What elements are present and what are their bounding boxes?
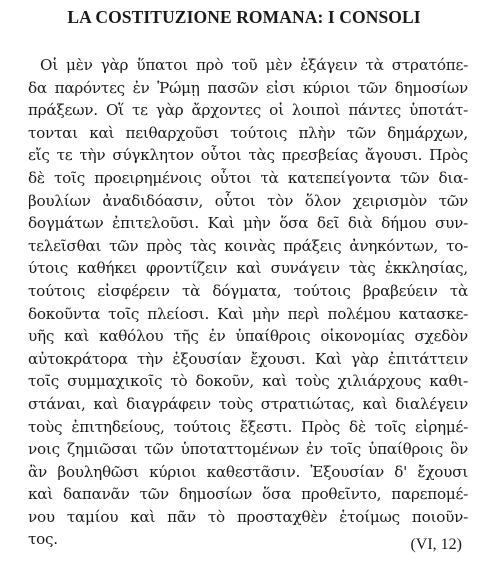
text-line: τοῖς συμμαχικοῖς τὸ δοκοῦν, καὶ τοὺς χιλιάρχους καθι- — [28, 372, 468, 391]
text-line: τος. — [28, 530, 58, 549]
citation-reference: (VI, 12) — [410, 536, 462, 553]
text-line: αὐτοκράτορα τὴν ἐξουσίαν ἔχουσι. Καὶ γὰρ ἐπιτάττειν — [28, 349, 468, 368]
text-line: τούτοις εἰσφέρειν τὰ δόγματα, τούτοις βραβεύειν τὰ — [28, 281, 468, 300]
text-line: δα παρόντες ἐν Ῥώμῃ πασῶν εἰσι κύριοι τῶν δημοσίων — [28, 78, 468, 97]
text-line: τονται καὶ πειθαρχοῦσι τούτοις πλὴν τῶν δημάρχων, — [28, 123, 468, 142]
text-line: πράξεων. Οἵ τε γὰρ ἄρχοντες οἱ λοιποὶ πάντες ὑποτάτ- — [28, 101, 468, 120]
text-line: νοις ζημιῶσαι τῶν ὑποταττομένων ἐν τοῖς ὑπαίθροις ὃν — [28, 440, 468, 459]
text-line: καὶ δαπανᾶν τῶν δημοσίων ὅσα προθεῖντο, παρεπομέ- — [28, 485, 468, 504]
text-line: στάναι, καὶ διαγράφειν τοὺς στρατιώτας, καὶ διαλέγειν — [28, 394, 468, 413]
text-line: δὲ τοῖς προειρημένοις οὗτοι τὰ κατεπείγοντα τῶν δια- — [28, 168, 468, 187]
text-line: εἴς τε τὴν σύγκλητον οὗτοι τὰς πρεσβείας ἄγουσι. Πρὸς — [28, 146, 468, 165]
page-title: LA COSTITUZIONE ROMANA: I CONSOLI — [67, 7, 421, 27]
greek-text-body — [28, 54, 468, 551]
text-line: ύτοις καθήκει φροντίζειν καὶ συνάγειν τὰς ἐκκλησίας, — [28, 259, 468, 278]
text-line: νου ταμίου καὶ πᾶν τὸ προσταχθὲν ἑτοίμως ποιοῦν- — [28, 507, 468, 526]
text-line: τοὺς ἐπιτηδείους, τούτοις ἔξεστι. Πρὸς δὲ τοῖς εἰρημέ- — [28, 417, 468, 436]
text-line: δοκοῦντα τοῖς πλείοσι. Καὶ μὴν περὶ πολέμου κατασκε- — [28, 304, 468, 323]
text-line: βουλίων ἀναδιδόασιν, οὗτοι τὸν ὅλον χειρισμὸν τῶν — [28, 191, 468, 210]
text-line: δογμάτων ἐπιτελοῦσι. Καὶ μὴν ὅσα δεῖ διὰ δήμου συν- — [28, 214, 468, 233]
text-line: υῆς καὶ καθόλου τῆς ἐν ὑπαίθροις οἰκονομίας σχεδὸν — [28, 327, 468, 346]
text-line: ἂν βουληθῶσι κύριοι καθεστᾶσιν. Ἐξουσίαν δ' ἔχουσι — [28, 462, 468, 481]
text-line: τελεῖσθαι τῶν πρὸς τὰς κοινὰς πράξεις ἀνηκόντων, το- — [28, 236, 468, 255]
text-line: Οἱ μὲν γὰρ ὕπατοι πρὸ τοῦ μὲν ἐξάγειν τὰ στρατόπε- — [40, 56, 468, 74]
